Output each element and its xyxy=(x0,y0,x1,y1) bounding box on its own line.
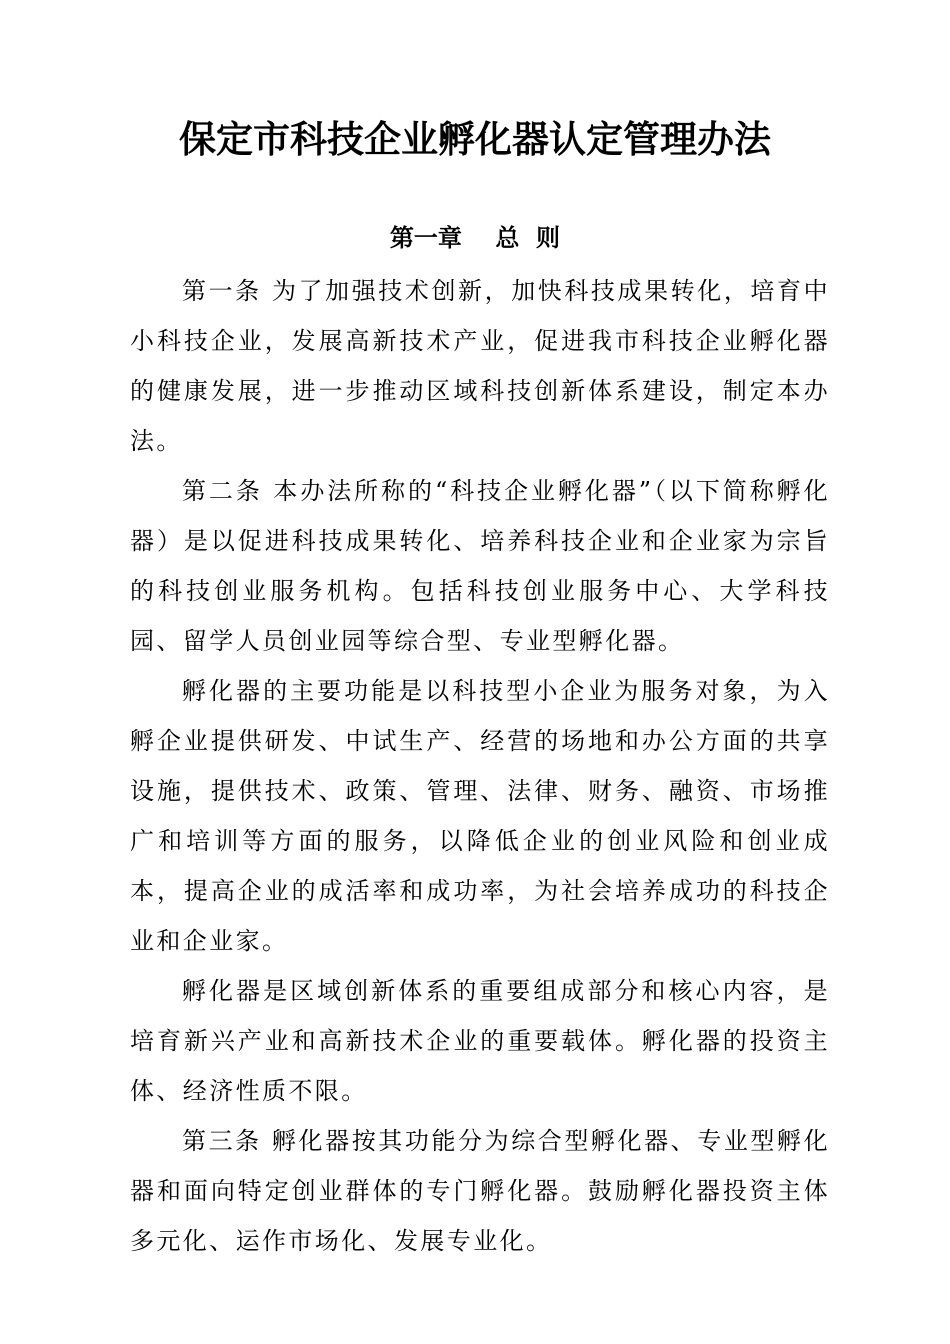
paragraph-incubator-role: 孵化器是区域创新体系的重要组成部分和核心内容，是培育新兴产业和高新技术企业的重要载体。孵化器的投资主体、经济性质不限。 xyxy=(130,977,830,1105)
paragraph-article-2: 第二条 本办法所称的“科技企业孵化器”（以下简称孵化器）是以促进科技成果转化、培养科技企业和企业家为宗旨的科技创业服务机构。包括科技创业服务中心、大学科技园、留学人员创业园等综合型、专业型孵化器。 xyxy=(130,477,830,655)
document-title: 保定市科技企业孵化器认定管理办法 xyxy=(179,118,771,161)
document-body xyxy=(130,266,830,1266)
paragraph-article-1: 第一条 为了加强技术创新，加快科技成果转化，培育中小科技企业，发展高新技术产业，促进我市科技企业孵化器的健康发展，进一步推动区域科技创新体系建设，制定本办法。 xyxy=(130,277,830,455)
paragraph-incubator-functions: 孵化器的主要功能是以科技型小企业为服务对象，为入孵企业提供研发、中试生产、经营的场地和办公方面的共享设施，提供技术、政策、管理、法律、财务、融资、市场推广和培训等方面的服务，以降低企业的创业风险和创业成本，提高企业的成活率和成功率，为社会培养成功的科技企业和企业家。 xyxy=(130,677,830,955)
chapter-heading: 第一章 总 则 xyxy=(389,224,561,252)
paragraph-article-3: 第三条 孵化器按其功能分为综合型孵化器、专业型孵化器和面向特定创业群体的专门孵化器。鼓励孵化器投资主体多元化、运作市场化、发展专业化。 xyxy=(130,1127,830,1255)
